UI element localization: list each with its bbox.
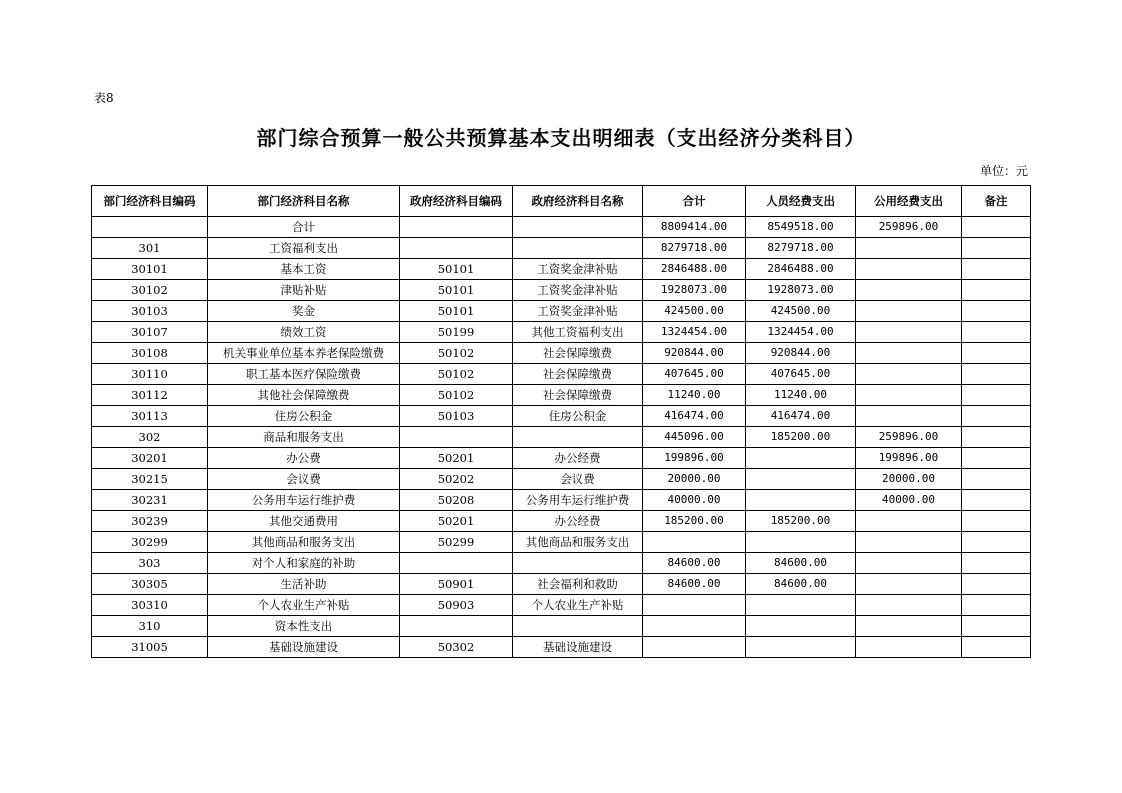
cell-dept-name: 其他社会保障缴费 xyxy=(208,385,400,406)
cell-gov-name: 办公经费 xyxy=(513,448,643,469)
cell-note xyxy=(962,448,1031,469)
cell-personnel: 84600.00 xyxy=(746,553,856,574)
cell-gov-code xyxy=(400,553,513,574)
cell-personnel: 185200.00 xyxy=(746,427,856,448)
cell-gov-name xyxy=(513,553,643,574)
cell-personnel xyxy=(746,448,856,469)
cell-gov-code: 50202 xyxy=(400,469,513,490)
table-body xyxy=(92,217,1031,658)
cell-dept-code: 30102 xyxy=(92,280,208,301)
cell-dept-name: 会议费 xyxy=(208,469,400,490)
cell-gov-name: 社会保障缴费 xyxy=(513,364,643,385)
cell-gov-name xyxy=(513,217,643,238)
table-row xyxy=(92,280,1031,301)
cell-public: 40000.00 xyxy=(856,490,962,511)
cell-dept-name: 津贴补贴 xyxy=(208,280,400,301)
cell-public xyxy=(856,238,962,259)
cell-total: 84600.00 xyxy=(643,574,746,595)
cell-note xyxy=(962,238,1031,259)
cell-dept-code: 30231 xyxy=(92,490,208,511)
cell-dept-name: 机关事业单位基本养老保险缴费 xyxy=(208,343,400,364)
cell-gov-code: 50101 xyxy=(400,259,513,280)
table-row xyxy=(92,448,1031,469)
cell-gov-name: 个人农业生产补贴 xyxy=(513,595,643,616)
cell-dept-code: 30112 xyxy=(92,385,208,406)
cell-total: 424500.00 xyxy=(643,301,746,322)
cell-dept-name: 基本工资 xyxy=(208,259,400,280)
cell-gov-code xyxy=(400,427,513,448)
cell-public xyxy=(856,364,962,385)
cell-dept-name: 办公费 xyxy=(208,448,400,469)
cell-gov-code: 50103 xyxy=(400,406,513,427)
cell-gov-code: 50299 xyxy=(400,532,513,553)
table-number-label: 表8 xyxy=(94,91,114,105)
cell-public: 20000.00 xyxy=(856,469,962,490)
cell-total: 416474.00 xyxy=(643,406,746,427)
column-header-gov-code: 政府经济科目编码 xyxy=(400,186,513,217)
cell-total: 920844.00 xyxy=(643,343,746,364)
cell-note xyxy=(962,280,1031,301)
cell-note xyxy=(962,322,1031,343)
cell-gov-name: 社会保障缴费 xyxy=(513,385,643,406)
cell-gov-name: 工资奖金津补贴 xyxy=(513,259,643,280)
cell-personnel xyxy=(746,595,856,616)
column-header-dept-name: 部门经济科目名称 xyxy=(208,186,400,217)
cell-personnel: 416474.00 xyxy=(746,406,856,427)
cell-public xyxy=(856,301,962,322)
table-row xyxy=(92,616,1031,637)
cell-personnel: 84600.00 xyxy=(746,574,856,595)
cell-personnel: 185200.00 xyxy=(746,511,856,532)
cell-public xyxy=(856,553,962,574)
cell-gov-code xyxy=(400,616,513,637)
budget-detail-table xyxy=(91,185,1031,658)
table-header-row xyxy=(92,186,1031,217)
cell-note xyxy=(962,616,1031,637)
cell-gov-name: 公务用车运行维护费 xyxy=(513,490,643,511)
cell-dept-name: 职工基本医疗保险缴费 xyxy=(208,364,400,385)
table-row xyxy=(92,427,1031,448)
cell-public xyxy=(856,637,962,658)
table-row xyxy=(92,259,1031,280)
cell-gov-code: 50208 xyxy=(400,490,513,511)
cell-note xyxy=(962,259,1031,280)
cell-dept-name: 对个人和家庭的补助 xyxy=(208,553,400,574)
cell-public xyxy=(856,574,962,595)
cell-gov-name: 其他商品和服务支出 xyxy=(513,532,643,553)
cell-note xyxy=(962,406,1031,427)
cell-dept-code: 303 xyxy=(92,553,208,574)
table-row xyxy=(92,385,1031,406)
unit-label: 单位：元 xyxy=(979,164,1028,178)
column-header-note: 备注 xyxy=(962,186,1031,217)
cell-dept-name: 绩效工资 xyxy=(208,322,400,343)
cell-personnel: 8549518.00 xyxy=(746,217,856,238)
cell-note xyxy=(962,574,1031,595)
cell-personnel xyxy=(746,532,856,553)
cell-gov-name: 基础设施建设 xyxy=(513,637,643,658)
table-row xyxy=(92,511,1031,532)
table-row xyxy=(92,469,1031,490)
cell-public xyxy=(856,616,962,637)
cell-public xyxy=(856,406,962,427)
cell-total: 11240.00 xyxy=(643,385,746,406)
cell-total: 1928073.00 xyxy=(643,280,746,301)
cell-note xyxy=(962,553,1031,574)
cell-personnel: 11240.00 xyxy=(746,385,856,406)
cell-gov-code: 50302 xyxy=(400,637,513,658)
cell-dept-name: 住房公积金 xyxy=(208,406,400,427)
table-row xyxy=(92,637,1031,658)
cell-note xyxy=(962,490,1031,511)
cell-note xyxy=(962,469,1031,490)
cell-dept-code xyxy=(92,217,208,238)
cell-gov-name: 住房公积金 xyxy=(513,406,643,427)
page-title: 部门综合预算一般公共预算基本支出明细表（支出经济分类科目） xyxy=(256,126,866,150)
cell-personnel xyxy=(746,469,856,490)
column-header-total: 合计 xyxy=(643,186,746,217)
column-header-dept-code: 部门经济科目编码 xyxy=(92,186,208,217)
cell-total: 84600.00 xyxy=(643,553,746,574)
cell-dept-code: 31005 xyxy=(92,637,208,658)
cell-dept-name: 商品和服务支出 xyxy=(208,427,400,448)
cell-gov-code xyxy=(400,217,513,238)
cell-gov-code: 50201 xyxy=(400,511,513,532)
cell-personnel: 424500.00 xyxy=(746,301,856,322)
cell-gov-code: 50102 xyxy=(400,364,513,385)
cell-gov-name: 社会福利和救助 xyxy=(513,574,643,595)
cell-gov-code: 50201 xyxy=(400,448,513,469)
cell-total: 8279718.00 xyxy=(643,238,746,259)
table-row xyxy=(92,322,1031,343)
cell-gov-code: 50901 xyxy=(400,574,513,595)
cell-note xyxy=(962,637,1031,658)
cell-note xyxy=(962,385,1031,406)
cell-note xyxy=(962,532,1031,553)
cell-personnel: 1324454.00 xyxy=(746,322,856,343)
cell-dept-name: 其他交通费用 xyxy=(208,511,400,532)
cell-gov-name: 工资奖金津补贴 xyxy=(513,280,643,301)
cell-gov-code: 50101 xyxy=(400,301,513,322)
cell-dept-name: 奖金 xyxy=(208,301,400,322)
cell-note xyxy=(962,427,1031,448)
cell-total xyxy=(643,532,746,553)
cell-dept-name: 工资福利支出 xyxy=(208,238,400,259)
cell-public xyxy=(856,532,962,553)
cell-dept-code: 30110 xyxy=(92,364,208,385)
column-header-public: 公用经费支出 xyxy=(856,186,962,217)
cell-gov-code xyxy=(400,238,513,259)
column-header-personnel: 人员经费支出 xyxy=(746,186,856,217)
cell-total xyxy=(643,595,746,616)
table-row xyxy=(92,532,1031,553)
table-row xyxy=(92,238,1031,259)
cell-public xyxy=(856,259,962,280)
cell-dept-name: 生活补助 xyxy=(208,574,400,595)
cell-dept-code: 302 xyxy=(92,427,208,448)
cell-public xyxy=(856,511,962,532)
cell-dept-code: 30239 xyxy=(92,511,208,532)
cell-public: 259896.00 xyxy=(856,427,962,448)
cell-gov-name: 其他工资福利支出 xyxy=(513,322,643,343)
cell-gov-name: 社会保障缴费 xyxy=(513,343,643,364)
cell-gov-name xyxy=(513,616,643,637)
cell-total: 1324454.00 xyxy=(643,322,746,343)
cell-note xyxy=(962,343,1031,364)
table-row xyxy=(92,301,1031,322)
cell-total: 2846488.00 xyxy=(643,259,746,280)
cell-public xyxy=(856,595,962,616)
cell-personnel: 8279718.00 xyxy=(746,238,856,259)
cell-total: 445096.00 xyxy=(643,427,746,448)
cell-note xyxy=(962,595,1031,616)
cell-dept-code: 30108 xyxy=(92,343,208,364)
cell-dept-code: 310 xyxy=(92,616,208,637)
cell-public: 199896.00 xyxy=(856,448,962,469)
cell-gov-name xyxy=(513,427,643,448)
cell-personnel: 1928073.00 xyxy=(746,280,856,301)
cell-total xyxy=(643,616,746,637)
table-row xyxy=(92,217,1031,238)
cell-total: 407645.00 xyxy=(643,364,746,385)
cell-gov-code: 50903 xyxy=(400,595,513,616)
cell-gov-name xyxy=(513,238,643,259)
column-header-gov-name: 政府经济科目名称 xyxy=(513,186,643,217)
cell-public xyxy=(856,322,962,343)
cell-public xyxy=(856,385,962,406)
cell-note xyxy=(962,217,1031,238)
cell-dept-name: 资本性支出 xyxy=(208,616,400,637)
cell-dept-code: 30201 xyxy=(92,448,208,469)
table-row xyxy=(92,364,1031,385)
table-row xyxy=(92,595,1031,616)
cell-gov-code: 50101 xyxy=(400,280,513,301)
cell-gov-code: 50199 xyxy=(400,322,513,343)
cell-gov-name: 会议费 xyxy=(513,469,643,490)
cell-public xyxy=(856,280,962,301)
cell-personnel: 920844.00 xyxy=(746,343,856,364)
cell-personnel xyxy=(746,616,856,637)
cell-total: 20000.00 xyxy=(643,469,746,490)
cell-dept-code: 30103 xyxy=(92,301,208,322)
cell-dept-code: 301 xyxy=(92,238,208,259)
cell-personnel xyxy=(746,490,856,511)
cell-personnel: 407645.00 xyxy=(746,364,856,385)
table-row xyxy=(92,490,1031,511)
cell-personnel: 2846488.00 xyxy=(746,259,856,280)
cell-note xyxy=(962,301,1031,322)
cell-dept-name: 公务用车运行维护费 xyxy=(208,490,400,511)
cell-dept-code: 30101 xyxy=(92,259,208,280)
cell-dept-name: 其他商品和服务支出 xyxy=(208,532,400,553)
cell-total: 8809414.00 xyxy=(643,217,746,238)
cell-gov-name: 办公经费 xyxy=(513,511,643,532)
cell-total: 40000.00 xyxy=(643,490,746,511)
cell-dept-code: 30215 xyxy=(92,469,208,490)
cell-total xyxy=(643,637,746,658)
cell-dept-code: 30299 xyxy=(92,532,208,553)
table-row xyxy=(92,553,1031,574)
cell-note xyxy=(962,511,1031,532)
cell-gov-name: 工资奖金津补贴 xyxy=(513,301,643,322)
cell-public: 259896.00 xyxy=(856,217,962,238)
cell-dept-code: 30113 xyxy=(92,406,208,427)
cell-personnel xyxy=(746,637,856,658)
table-row xyxy=(92,343,1031,364)
cell-dept-name: 个人农业生产补贴 xyxy=(208,595,400,616)
cell-dept-code: 30310 xyxy=(92,595,208,616)
cell-gov-code: 50102 xyxy=(400,343,513,364)
cell-dept-code: 30305 xyxy=(92,574,208,595)
cell-dept-name: 合计 xyxy=(208,217,400,238)
table-row xyxy=(92,406,1031,427)
cell-public xyxy=(856,343,962,364)
cell-dept-code: 30107 xyxy=(92,322,208,343)
table-row xyxy=(92,574,1031,595)
cell-gov-code: 50102 xyxy=(400,385,513,406)
cell-total: 185200.00 xyxy=(643,511,746,532)
cell-note xyxy=(962,364,1031,385)
cell-dept-name: 基础设施建设 xyxy=(208,637,400,658)
cell-total: 199896.00 xyxy=(643,448,746,469)
